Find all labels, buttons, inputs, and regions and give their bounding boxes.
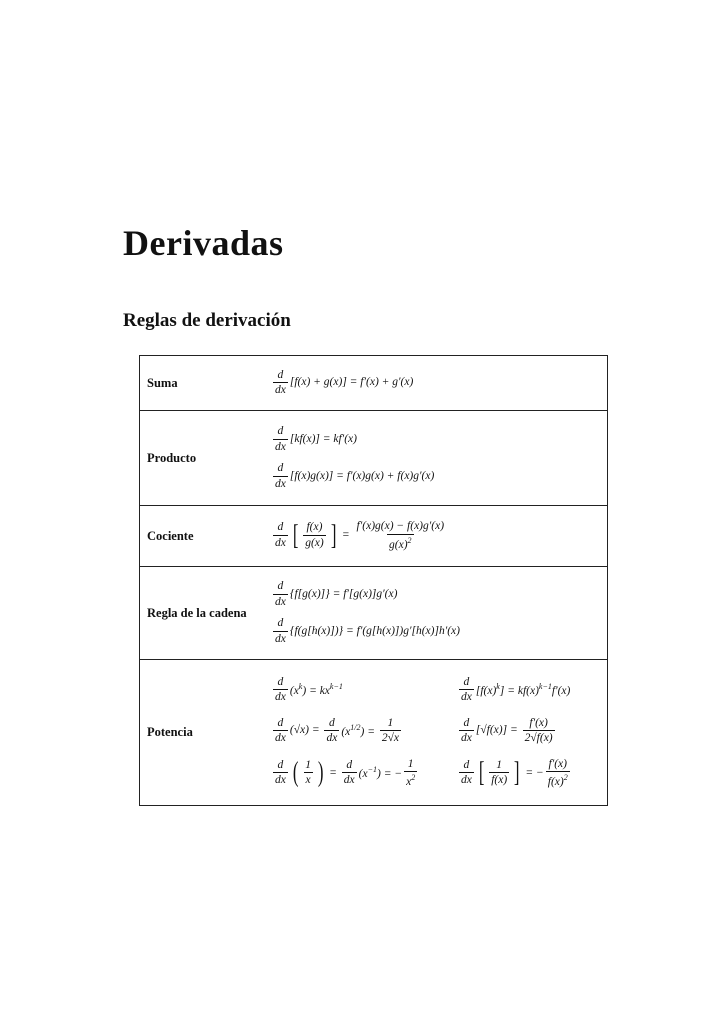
rule-formulas: [264, 567, 608, 660]
formula-reciproco-f: $\frac{d}{dx}$ [ $\frac{1}{f(x)}$ ] = − $\frac{f'(x)}{f(x)^2}$: [461, 757, 568, 789]
table-row: [140, 567, 608, 660]
rule-formulas: [264, 660, 608, 806]
rule-formulas: [264, 411, 608, 506]
formula-cadena-1: $\frac{d}{dx}$ {f[g(x)]} = f′[g(x)]g′(x): [275, 580, 398, 608]
rule-name: Suma: [140, 356, 265, 411]
formula-cociente: $\frac{d}{dx}$ [ $\frac{f(x)}{g(x)}$ ] = $\frac{f'(x)g(x) - f(x)g'(x)}{g(x)^2}$: [275, 519, 445, 551]
rule-formulas: [264, 506, 608, 567]
derivation-rules-table: [139, 355, 608, 806]
formula-cadena-2: $\frac{d}{dx}$ {f(g[h(x)])} = f′(g[h(x)])g′[h(x)]h′(x): [275, 617, 460, 645]
rule-name: Cociente: [140, 506, 265, 567]
table-row: [140, 356, 608, 411]
formula-raiz-f: $\frac{d}{dx}$ [√f(x)] = $\frac{f'(x)}{2√f(x)}$: [461, 716, 553, 745]
table-row: [140, 660, 608, 806]
formula-reciproco-x: $\frac{d}{dx}$ ( $\frac{1}{x}$ ) = $\frac{d}{dx}$ $(x^{-1})$ = − $\frac{1}{x^2}$: [275, 757, 416, 789]
section-heading: Reglas de derivación: [123, 310, 291, 331]
rule-formulas: [264, 356, 608, 411]
formula-constante: $\frac{d}{dx}$ [kf(x)] = kf′(x): [275, 425, 357, 453]
page-title: Derivadas: [123, 223, 284, 263]
formula-potencia-fk: $\frac{d}{dx}$ $[f(x)^k] = kf(x)^{k-1}f'(x)$: [461, 675, 571, 704]
formula-producto: $\frac{d}{dx}$ [f(x)g(x)] = f′(x)g(x) + f(x)g′(x): [275, 462, 435, 490]
formula-potencia-xk: $\frac{d}{dx}$ $(x^k) = kx^{k-1}$: [275, 675, 343, 704]
rule-name: Producto: [140, 411, 265, 506]
table-row: [140, 506, 608, 567]
rule-name: Regla de la cadena: [140, 567, 265, 660]
rule-name: Potencia: [140, 660, 265, 806]
table-row: [140, 411, 608, 506]
formula-suma: $\frac{d}{dx}$ [f(x) + g(x)] = f′(x) + g′(x): [275, 368, 414, 396]
formula-raiz-x: $\frac{d}{dx}$ (√x) = $\frac{d}{dx}$ $(x^{1/2})$ = $\frac{1}{2√x}$: [275, 716, 400, 745]
